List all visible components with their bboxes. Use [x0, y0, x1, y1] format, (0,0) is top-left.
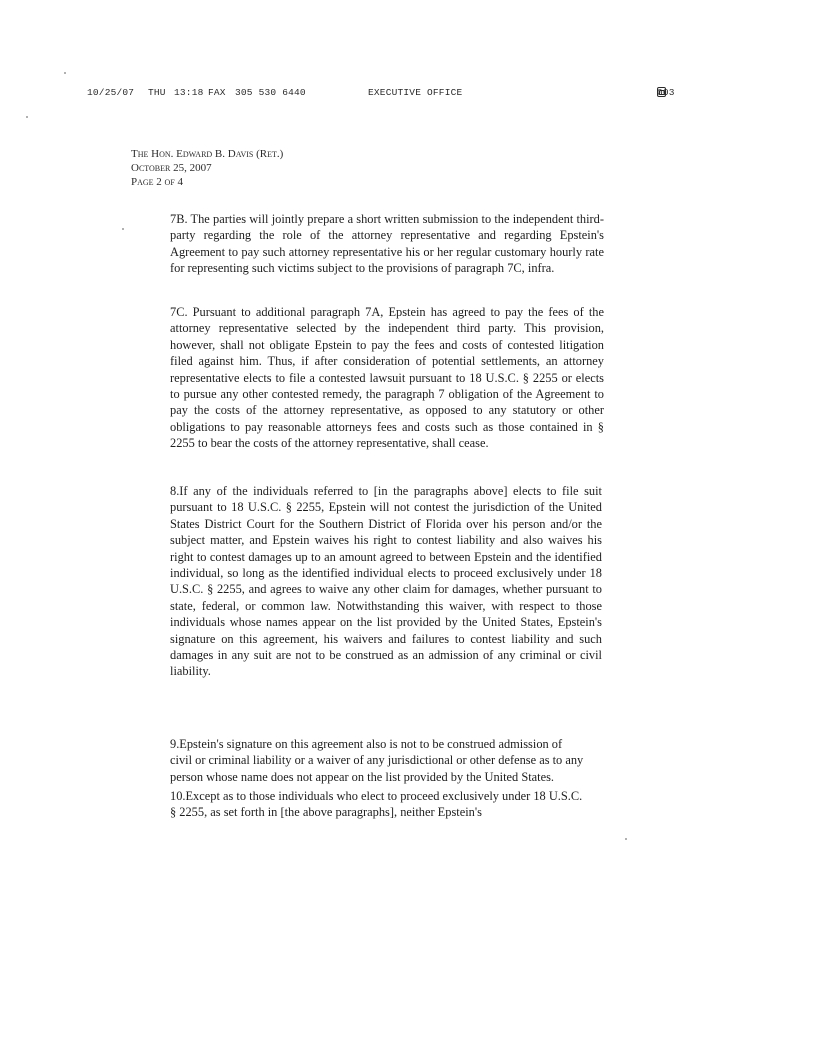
fax-time: 13:18	[174, 87, 204, 98]
letterhead	[131, 147, 283, 189]
fax-header	[0, 87, 816, 101]
letterhead-recipient: The Hon. Edward B. Davis (Ret.)	[131, 148, 284, 160]
fax-office: EXECUTIVE OFFICE	[368, 87, 463, 98]
paragraph-9: 9.Epstein's signature on this agreement also is not to be construed admission of civil or criminal liability or a waiver of any jurisdictional or other defense as to any person whose name does not appear on the list provided by the United States.	[170, 737, 584, 784]
scan-speck	[64, 72, 66, 74]
fax-weekday: THU	[148, 87, 166, 98]
paragraph-7b: 7B. The parties will jointly prepare a short written submission to the independent third-party regarding the role of the attorney representative and regarding Epstein's Agreement to pay such attorney representative his or her regular customary hourly rate for representing such victims subject to the provisions of paragraph 7C, infra.	[170, 212, 604, 276]
fax-date: 10/25/07	[87, 87, 135, 98]
fax-number: 305 530 6440	[235, 87, 306, 98]
letterhead-date: October 25, 2007	[131, 162, 212, 174]
fax-label: FAX	[208, 87, 226, 98]
paragraph-8: 8.If any of the individuals referred to [in the paragraphs above] elects to file suit pursuant to 18 U.S.C. § 2255, Epstein will not contest the jurisdiction of the United States District Court for the Southern District of Florida over his person and/or the subject matter, and Epstein waives his right to contest liability and also waives his right to contest damages up to an amount agreed to between Epstein and the identified individual, so long as the identified individual elects to proceed exclusively under 18 U.S.C. § 2255, and agrees to waive any other claim for damages, whether pursuant to state, federal, or common law. Notwithstanding this waiver, with respect to those individuals whose names appear on the list provided by the United States, Epstein's signature on this agreement, his waivers and failures to contest liability and such damages in any suit are not to be construed as an admission of any criminal or civil liability.	[170, 484, 602, 679]
paragraph-10: 10.Except as to those individuals who elect to proceed exclusively under 18 U.S.C. § 2255, as set forth in [the above paragraphs], neither Epstein's	[170, 789, 583, 820]
scan-speck	[26, 116, 28, 118]
scan-speck	[122, 228, 124, 230]
scan-speck	[625, 838, 627, 840]
fax-page-number: 003	[657, 87, 675, 98]
paragraph-7c: 7C. Pursuant to additional paragraph 7A, Epstein has agreed to pay the fees of the attorney representative selected by the independent third party. This provision, however, shall not obligate Epstein to pay the fees and costs of contested litigation filed against him. Thus, if after consideration of potential settlements, an attorney representative elects to file a contested lawsuit pursuant to 18 U.S.C. § 2255 or elects to pursue any other contested remedy, the paragraph 7 obligation of the Agreement to pay the costs of the attorney representative, as opposed to any statutory or other obligations to pay reasonable attorneys fees and costs such as those contained in § 2255 to bear the costs of the attorney representative, shall cease.	[170, 305, 604, 451]
letterhead-page: Page 2 of 4	[131, 176, 184, 188]
